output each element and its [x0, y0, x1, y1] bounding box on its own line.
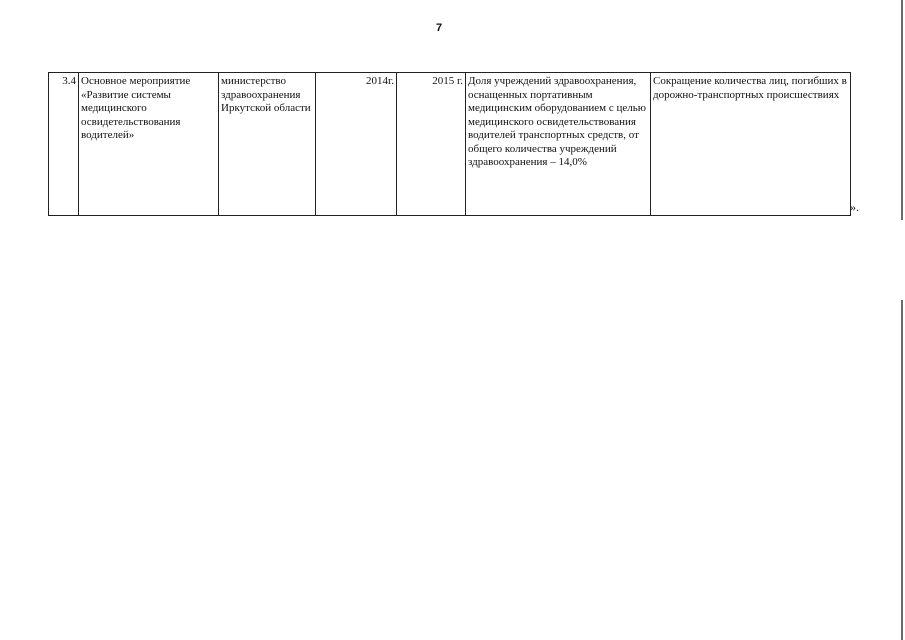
- expected-result-cell: Сокращение количества лиц, погибших в дорожно-транспортных происшествиях: [651, 73, 851, 216]
- page-number: 7: [436, 22, 443, 34]
- table-row: [49, 73, 851, 216]
- end-year-cell: 2015 г.: [397, 73, 466, 216]
- row-number-cell: 3.4: [49, 73, 79, 216]
- executor-cell: министерство здравоохранения Иркутской области: [219, 73, 316, 216]
- activity-name-cell: Основное мероприятие «Развитие системы медицинского освидетельствования водителей»: [79, 73, 219, 216]
- scan-edge-line: [901, 0, 903, 220]
- scan-edge-line: [901, 300, 903, 640]
- closing-quote-mark: ».: [850, 200, 859, 214]
- plan-table: [48, 72, 851, 216]
- start-year-cell: 2014г.: [316, 73, 397, 216]
- indicator-cell: Доля учреждений здравоохранения, оснащенных портативным медицинским оборудованием с целью медицинского освидетельствования водителей транспортных средств, от общего количества учреждений здравоохранения – 14,0%: [466, 73, 651, 216]
